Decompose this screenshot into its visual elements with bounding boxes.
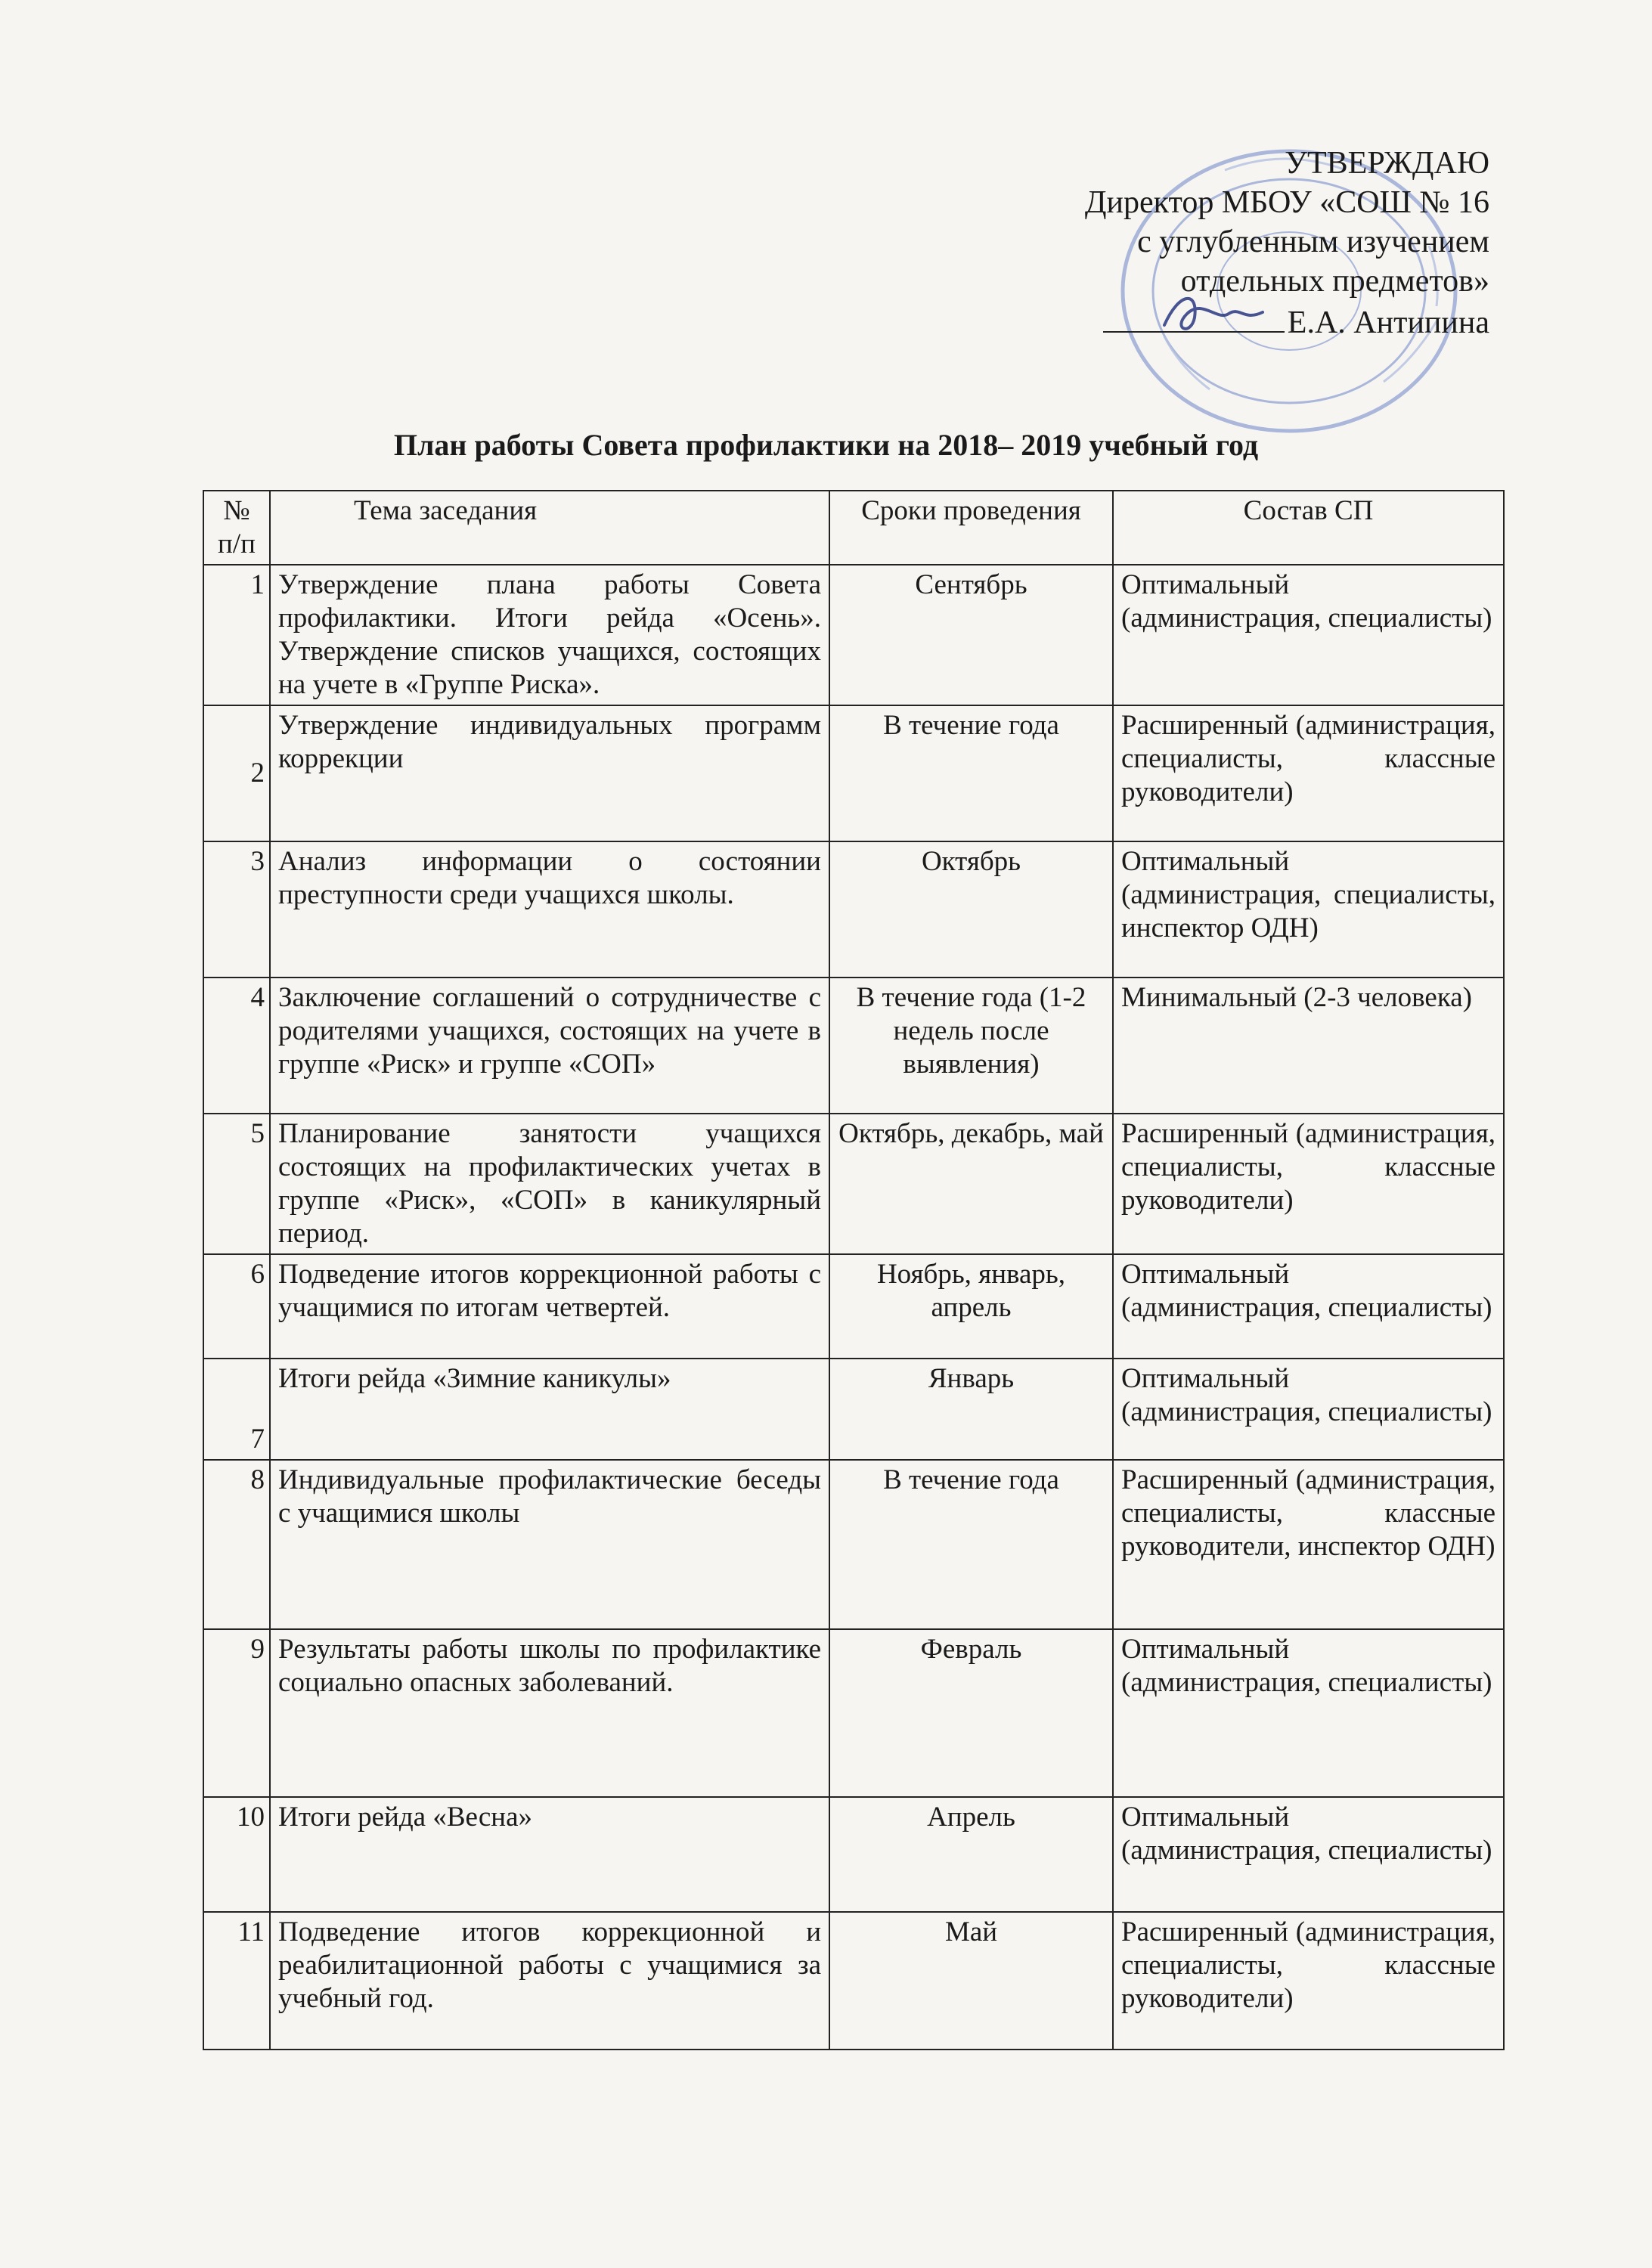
signature-line	[1085, 301, 1489, 342]
row-num: 3	[203, 841, 270, 978]
row-num: 1	[203, 565, 270, 705]
row-num: 4	[203, 978, 270, 1114]
row-num: 8	[203, 1460, 270, 1629]
row-date: Ноябрь, январь, апрель	[829, 1254, 1113, 1359]
approval-school-line2: с углубленным изучением	[1137, 225, 1489, 259]
row-topic: Утверждение индивидуальных программ коррекции	[270, 705, 829, 841]
table-row	[203, 1114, 1504, 1254]
document-title: План работы Совета профилактики на 2018– 2019 учебный год	[393, 428, 1259, 462]
row-topic: Итоги рейда «Весна»	[270, 1797, 829, 1912]
row-topic: Подведение итогов коррекционной и реабилитационной работы с учащимися за учебный год.	[270, 1912, 829, 2050]
row-composition: Расширенный (администрация, специалисты, классные руководители)	[1113, 705, 1504, 841]
row-composition: Оптимальный (администрация, специалисты)	[1113, 1254, 1504, 1359]
table-row	[203, 565, 1504, 705]
row-date: В течение года (1-2 недель после выявления)	[829, 978, 1113, 1114]
row-date: В течение года	[829, 705, 1113, 841]
table-row	[203, 1254, 1504, 1359]
header-date: Сроки проведения	[829, 491, 1113, 565]
table-row	[203, 1359, 1504, 1460]
table-row	[203, 841, 1504, 978]
row-composition: Оптимальный (администрация, специалисты)	[1113, 565, 1504, 705]
row-date: Октябрь	[829, 841, 1113, 978]
row-date: В течение года	[829, 1460, 1113, 1629]
row-date: Октябрь, декабрь, май	[829, 1114, 1113, 1254]
table-row	[203, 1629, 1504, 1797]
row-topic: Планирование занятости учащихся состоящих на профилактических учетах в группе «Риск», «СОП» в каникулярный период.	[270, 1114, 829, 1254]
row-date: Февраль	[829, 1629, 1113, 1797]
row-topic: Результаты работы школы по профилактике социально опасных заболеваний.	[270, 1629, 829, 1797]
row-num: 9	[203, 1629, 270, 1797]
row-date: Май	[829, 1912, 1113, 2050]
row-composition: Расширенный (администрация, специалисты, классные руководители, инспектор ОДН)	[1113, 1460, 1504, 1629]
approval-heading: УТВЕРЖДАЮ	[1285, 146, 1489, 181]
row-date: Январь	[829, 1359, 1113, 1460]
table-row	[203, 1460, 1504, 1629]
row-num: 2	[203, 705, 270, 841]
row-composition: Оптимальный (администрация, специалисты)	[1113, 1797, 1504, 1912]
table-row	[203, 1797, 1504, 1912]
row-topic: Заключение соглашений о сотрудничестве с родителями учащихся, состоящих на учете в группе «Риск» и группе «СОП»	[270, 978, 829, 1114]
table-header-row	[203, 491, 1504, 565]
row-topic: Индивидуальные профилактические беседы с учащимися школы	[270, 1460, 829, 1629]
header-num: № п/п	[203, 491, 270, 565]
header-topic: Тема заседания	[270, 491, 829, 565]
row-composition: Минимальный (2-3 человека)	[1113, 978, 1504, 1114]
row-num: 10	[203, 1797, 270, 1912]
approval-position: Директор МБОУ «СОШ № 16	[1084, 185, 1489, 220]
row-topic: Утверждение плана работы Совета профилактики. Итоги рейда «Осень». Утверждение списков учащихся, состоящих на учете в «Группе Риска».	[270, 565, 829, 705]
row-num: 6	[203, 1254, 270, 1359]
row-composition: Расширенный (администрация, специалисты, классные руководители)	[1113, 1912, 1504, 2050]
header-composition: Состав СП	[1113, 491, 1504, 565]
row-composition: Оптимальный (администрация, специалисты, инспектор ОДН)	[1113, 841, 1504, 978]
approval-school-line3: отдельных предметов»	[1180, 264, 1489, 299]
table-row	[203, 978, 1504, 1114]
signature-blank	[1103, 301, 1285, 333]
table-row	[203, 1912, 1504, 2050]
row-composition: Оптимальный (администрация, специалисты)	[1113, 1629, 1504, 1797]
row-topic: Подведение итогов коррекционной работы с учащимися по итогам четвертей.	[270, 1254, 829, 1359]
row-composition: Расширенный (администрация, специалисты, классные руководители)	[1113, 1114, 1504, 1254]
row-num: 5	[203, 1114, 270, 1254]
row-date: Сентябрь	[829, 565, 1113, 705]
signer-name: Е.А. Антипина	[1287, 305, 1489, 340]
row-num: 11	[203, 1912, 270, 2050]
row-composition: Оптимальный (администрация, специалисты)	[1113, 1359, 1504, 1460]
row-topic: Анализ информации о состоянии преступности среди учащихся школы.	[270, 841, 829, 978]
row-date: Апрель	[829, 1797, 1113, 1912]
plan-table	[203, 490, 1505, 2050]
table-row	[203, 705, 1504, 841]
approval-block	[1085, 144, 1489, 342]
row-topic: Итоги рейда «Зимние каникулы»	[270, 1359, 829, 1460]
row-num: 7	[203, 1359, 270, 1460]
